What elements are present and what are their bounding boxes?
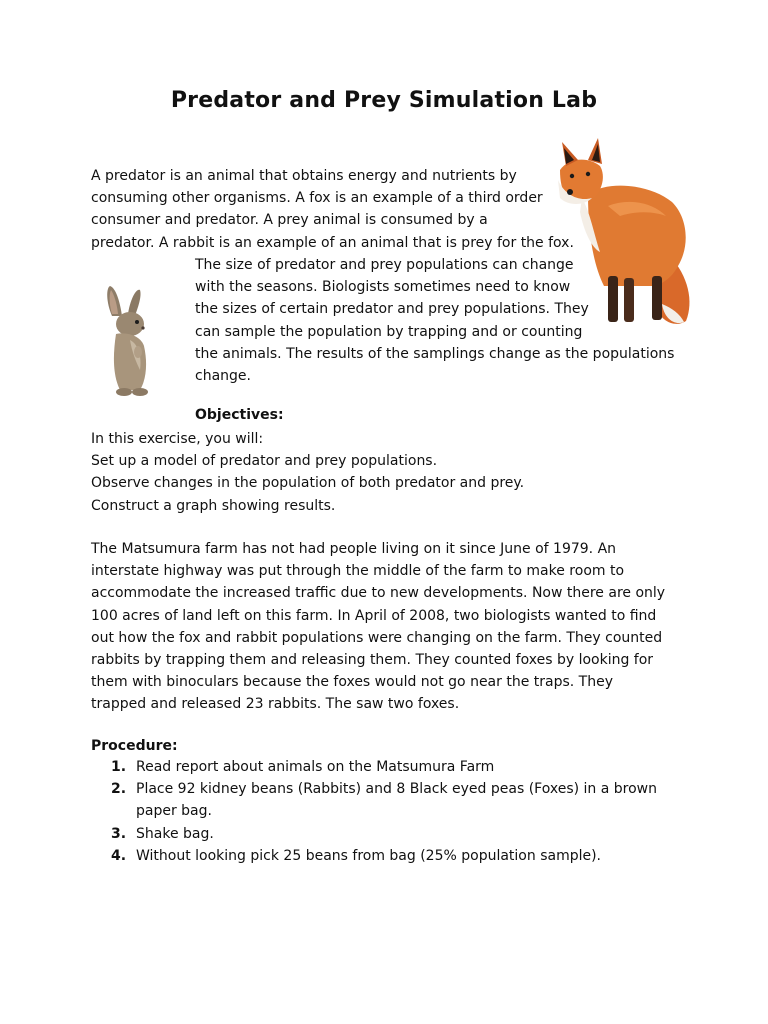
text-line: The size of predator and prey populations can change	[195, 257, 574, 273]
text-line: the animals. The results of the samplings change as the populations	[195, 345, 675, 362]
procedure-step	[91, 823, 657, 845]
step-number: 4.	[111, 847, 127, 864]
text-line: the sizes of certain predator and prey populations. They	[195, 301, 589, 318]
text-line: rabbits by trapping them and releasing them. They counted foxes by looking for	[91, 652, 654, 669]
objectives-heading: Objectives:	[195, 407, 284, 423]
intro-paragraph	[91, 165, 574, 254]
sampling-paragraph	[195, 254, 674, 387]
step-text: Shake bag.	[136, 825, 214, 842]
rabbit-image	[100, 282, 162, 398]
procedure-list	[91, 756, 657, 867]
objective-line: Set up a model of predator and prey populations.	[91, 453, 438, 470]
text-line: 100 acres of land left on this farm. In April of 2008, two biologists wanted to find	[91, 607, 657, 624]
step-text: Read report about animals on the Matsumura Farm	[136, 759, 495, 775]
page-title: Predator and Prey Simulation Lab	[170, 88, 598, 113]
text-line: The Matsumura farm has not had people living on it since June of 1979. An	[91, 541, 617, 557]
text-line: out how the fox and rabbit populations were changing on the farm. They counted	[91, 629, 663, 646]
procedure-step	[91, 845, 657, 867]
text-line: accommodate the increased traffic due to new developments. Now there are only	[91, 585, 666, 602]
text-line: can sample the population by trapping and or counting	[195, 323, 583, 340]
objectives-list	[91, 428, 524, 517]
text-line: trapped and released 23 rabbits. The saw two foxes.	[91, 696, 460, 713]
text-line: A predator is an animal that obtains energy and nutrients by	[91, 168, 517, 184]
procedure-step	[91, 756, 657, 778]
step-text: Without looking pick 25 beans from bag (25% population sample).	[136, 847, 602, 864]
farm-story-paragraph	[91, 538, 665, 716]
text-line: interstate highway was put through the middle of the farm to make room to	[91, 563, 625, 580]
procedure-heading: Procedure:	[91, 738, 178, 754]
objective-line: Construct a graph showing results.	[91, 497, 336, 514]
text-line: predator. A rabbit is an example of an animal that is prey for the fox.	[91, 234, 574, 251]
step-text: paper bag.	[136, 803, 212, 820]
step-number: 3.	[111, 825, 127, 842]
text-line: consuming other organisms. A fox is an example of a third order	[91, 190, 543, 207]
text-line: them with binoculars because the foxes would not go near the traps. They	[91, 674, 613, 691]
objective-line: In this exercise, you will:	[91, 431, 264, 447]
step-text: Place 92 kidney beans (Rabbits) and 8 Black eyed peas (Foxes) in a brown	[136, 781, 657, 798]
text-line: consumer and predator. A prey animal is consumed by a	[91, 212, 488, 229]
text-line: change.	[195, 368, 251, 385]
text-line: with the seasons. Biologists sometimes need to know	[195, 279, 571, 296]
procedure-step	[91, 778, 657, 822]
step-number: 2.	[111, 781, 127, 798]
objective-line: Observe changes in the population of both predator and prey.	[91, 475, 525, 492]
step-number: 1.	[111, 759, 127, 775]
